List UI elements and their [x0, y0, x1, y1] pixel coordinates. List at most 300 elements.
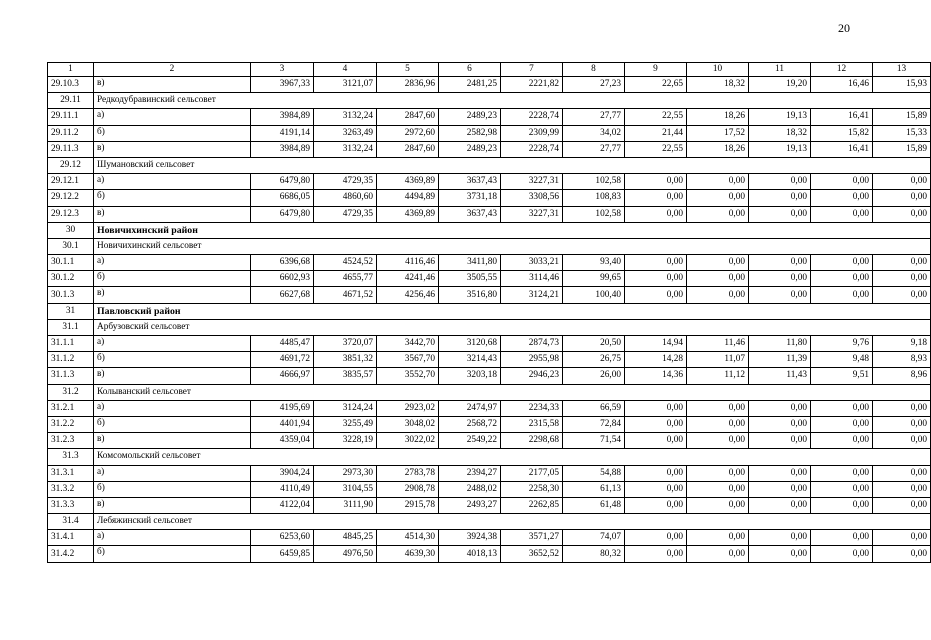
value-cell: 4018,13 — [439, 546, 501, 562]
value-cell: 27,23 — [563, 77, 625, 93]
value-cell: 80,32 — [563, 546, 625, 562]
value-cell: 0,00 — [625, 530, 687, 546]
row-variant: в) — [94, 141, 251, 157]
value-cell: 19,20 — [749, 77, 811, 93]
value-cell: 0,00 — [749, 174, 811, 190]
row-code: 31.2.3 — [48, 433, 94, 449]
value-cell: 3227,31 — [501, 206, 563, 222]
row-code: 29.12.2 — [48, 190, 94, 206]
page-number: 20 — [838, 21, 850, 35]
value-cell: 0,00 — [811, 400, 873, 416]
value-cell: 8,96 — [873, 368, 931, 384]
value-cell: 4485,47 — [251, 336, 314, 352]
value-cell: 0,00 — [873, 174, 931, 190]
value-cell: 0,00 — [873, 287, 931, 303]
value-cell: 2955,98 — [501, 352, 563, 368]
value-cell: 34,02 — [563, 125, 625, 141]
value-cell: 61,48 — [563, 497, 625, 513]
value-cell: 3552,70 — [377, 368, 439, 384]
value-cell: 0,00 — [873, 481, 931, 497]
row-variant: а) — [94, 174, 251, 190]
council-title: Комсомольский сельсовет — [94, 449, 931, 465]
value-cell: 0,00 — [687, 287, 749, 303]
value-cell: 6253,60 — [251, 530, 314, 546]
value-cell: 15,33 — [873, 125, 931, 141]
value-cell: 26,75 — [563, 352, 625, 368]
council-title: Шумановский сельсовет — [94, 157, 931, 173]
value-cell: 0,00 — [873, 206, 931, 222]
value-cell: 3720,07 — [314, 336, 377, 352]
value-cell: 66,59 — [563, 400, 625, 416]
value-cell: 4494,89 — [377, 190, 439, 206]
value-cell: 99,65 — [563, 271, 625, 287]
row-code: 31.4.1 — [48, 530, 94, 546]
value-cell: 2923,02 — [377, 400, 439, 416]
value-cell: 4729,35 — [314, 206, 377, 222]
value-cell: 4110,49 — [251, 481, 314, 497]
value-cell: 14,36 — [625, 368, 687, 384]
value-cell: 4655,77 — [314, 271, 377, 287]
column-header: 3 — [251, 63, 314, 77]
row-variant: в) — [94, 77, 251, 93]
value-cell: 0,00 — [625, 465, 687, 481]
value-cell: 2836,96 — [377, 77, 439, 93]
column-header: 5 — [377, 63, 439, 77]
value-cell: 0,00 — [811, 271, 873, 287]
value-cell: 0,00 — [687, 190, 749, 206]
table-row — [48, 497, 931, 513]
value-cell: 3904,24 — [251, 465, 314, 481]
row-code: 31.1.2 — [48, 352, 94, 368]
row-variant: б) — [94, 125, 251, 141]
row-code: 31.2.2 — [48, 416, 94, 432]
table-row — [48, 190, 931, 206]
council-title: Арбузовский сельсовет — [94, 319, 931, 335]
value-cell: 15,89 — [873, 141, 931, 157]
row-variant: а) — [94, 465, 251, 481]
value-cell: 3111,90 — [314, 497, 377, 513]
district-title: Новичихинский район — [94, 222, 931, 238]
value-cell: 0,00 — [749, 255, 811, 271]
value-cell: 27,77 — [563, 141, 625, 157]
value-cell: 6686,05 — [251, 190, 314, 206]
tariff-table — [47, 62, 931, 563]
value-cell: 0,00 — [625, 271, 687, 287]
value-cell: 4195,69 — [251, 400, 314, 416]
value-cell: 3505,55 — [439, 271, 501, 287]
value-cell: 2228,74 — [501, 141, 563, 157]
value-cell: 0,00 — [687, 206, 749, 222]
value-cell: 102,58 — [563, 206, 625, 222]
value-cell: 0,00 — [625, 174, 687, 190]
value-cell: 26,00 — [563, 368, 625, 384]
table-row — [48, 400, 931, 416]
value-cell: 4729,35 — [314, 174, 377, 190]
value-cell: 93,40 — [563, 255, 625, 271]
value-cell: 3104,55 — [314, 481, 377, 497]
value-cell: 4691,72 — [251, 352, 314, 368]
column-header: 4 — [314, 63, 377, 77]
value-cell: 2972,60 — [377, 125, 439, 141]
value-cell: 0,00 — [811, 497, 873, 513]
value-cell: 4116,46 — [377, 255, 439, 271]
value-cell: 9,18 — [873, 336, 931, 352]
value-cell: 16,46 — [811, 77, 873, 93]
value-cell: 0,00 — [811, 287, 873, 303]
district-title: Павловский район — [94, 303, 931, 319]
row-code: 31.4.2 — [48, 546, 94, 562]
value-cell: 3924,38 — [439, 530, 501, 546]
row-code: 30 — [48, 222, 94, 238]
value-cell: 11,39 — [749, 352, 811, 368]
value-cell: 3121,07 — [314, 77, 377, 93]
value-cell: 3567,70 — [377, 352, 439, 368]
value-cell: 0,00 — [625, 255, 687, 271]
council-row — [48, 319, 931, 335]
table-row — [48, 546, 931, 562]
value-cell: 17,52 — [687, 125, 749, 141]
value-cell: 0,00 — [811, 174, 873, 190]
row-code: 30.1 — [48, 238, 94, 254]
value-cell: 74,07 — [563, 530, 625, 546]
column-header: 12 — [811, 63, 873, 77]
value-cell: 0,00 — [873, 433, 931, 449]
value-cell: 0,00 — [625, 433, 687, 449]
table-row — [48, 465, 931, 481]
value-cell: 0,00 — [811, 206, 873, 222]
row-variant: а) — [94, 530, 251, 546]
value-cell: 18,32 — [749, 125, 811, 141]
value-cell: 0,00 — [749, 481, 811, 497]
value-cell: 0,00 — [749, 206, 811, 222]
value-cell: 3132,24 — [314, 141, 377, 157]
table-row — [48, 255, 931, 271]
value-cell: 4639,30 — [377, 546, 439, 562]
column-header: 10 — [687, 63, 749, 77]
column-header: 11 — [749, 63, 811, 77]
value-cell: 4524,52 — [314, 255, 377, 271]
value-cell: 0,00 — [625, 481, 687, 497]
row-code: 29.10.3 — [48, 77, 94, 93]
value-cell: 3033,21 — [501, 255, 563, 271]
value-cell: 19,13 — [749, 141, 811, 157]
value-cell: 2394,27 — [439, 465, 501, 481]
row-variant: б) — [94, 416, 251, 432]
value-cell: 4369,89 — [377, 174, 439, 190]
column-header: 6 — [439, 63, 501, 77]
table-row — [48, 141, 931, 157]
row-code: 30.1.3 — [48, 287, 94, 303]
value-cell: 0,00 — [811, 481, 873, 497]
council-row — [48, 93, 931, 109]
row-variant: а) — [94, 336, 251, 352]
value-cell: 20,50 — [563, 336, 625, 352]
value-cell: 2582,98 — [439, 125, 501, 141]
value-cell: 22,55 — [625, 141, 687, 157]
council-row — [48, 157, 931, 173]
value-cell: 3637,43 — [439, 174, 501, 190]
value-cell: 4514,30 — [377, 530, 439, 546]
value-cell: 2315,58 — [501, 416, 563, 432]
row-code: 30.1.2 — [48, 271, 94, 287]
value-cell: 2847,60 — [377, 141, 439, 157]
row-code: 31.1.3 — [48, 368, 94, 384]
table-row — [48, 416, 931, 432]
value-cell: 3835,57 — [314, 368, 377, 384]
value-cell: 0,00 — [625, 546, 687, 562]
value-cell: 3227,31 — [501, 174, 563, 190]
value-cell: 0,00 — [625, 190, 687, 206]
value-cell: 0,00 — [749, 433, 811, 449]
value-cell: 14,28 — [625, 352, 687, 368]
value-cell: 6479,80 — [251, 206, 314, 222]
row-variant: в) — [94, 433, 251, 449]
value-cell: 15,82 — [811, 125, 873, 141]
value-cell: 0,00 — [749, 271, 811, 287]
value-cell: 0,00 — [873, 400, 931, 416]
value-cell: 3984,89 — [251, 109, 314, 125]
value-cell: 0,00 — [811, 530, 873, 546]
value-cell: 0,00 — [687, 271, 749, 287]
value-cell: 0,00 — [749, 546, 811, 562]
table-row — [48, 368, 931, 384]
row-variant: б) — [94, 481, 251, 497]
row-code: 30.1.1 — [48, 255, 94, 271]
council-title: Колыванский сельсовет — [94, 384, 931, 400]
value-cell: 3114,46 — [501, 271, 563, 287]
value-cell: 3132,24 — [314, 109, 377, 125]
value-cell: 0,00 — [687, 174, 749, 190]
value-cell: 11,07 — [687, 352, 749, 368]
council-row — [48, 449, 931, 465]
value-cell: 0,00 — [687, 497, 749, 513]
value-cell: 3652,52 — [501, 546, 563, 562]
value-cell: 0,00 — [625, 400, 687, 416]
value-cell: 2568,72 — [439, 416, 501, 432]
value-cell: 3255,49 — [314, 416, 377, 432]
value-cell: 0,00 — [811, 190, 873, 206]
table-row — [48, 287, 931, 303]
row-code: 29.11 — [48, 93, 94, 109]
value-cell: 2549,22 — [439, 433, 501, 449]
value-cell: 0,00 — [749, 190, 811, 206]
value-cell: 18,26 — [687, 109, 749, 125]
council-row — [48, 514, 931, 530]
value-cell: 3124,24 — [314, 400, 377, 416]
value-cell: 2489,23 — [439, 109, 501, 125]
row-variant: в) — [94, 497, 251, 513]
value-cell: 3984,89 — [251, 141, 314, 157]
value-cell: 19,13 — [749, 109, 811, 125]
value-cell: 0,00 — [749, 530, 811, 546]
council-row — [48, 384, 931, 400]
value-cell: 0,00 — [687, 416, 749, 432]
row-variant: в) — [94, 206, 251, 222]
value-cell: 16,41 — [811, 141, 873, 157]
value-cell: 3851,32 — [314, 352, 377, 368]
value-cell: 72,84 — [563, 416, 625, 432]
council-title: Редкодубравинский сельсовет — [94, 93, 931, 109]
value-cell: 2221,82 — [501, 77, 563, 93]
value-cell: 2488,02 — [439, 481, 501, 497]
value-cell: 4191,14 — [251, 125, 314, 141]
value-cell: 4976,50 — [314, 546, 377, 562]
value-cell: 6479,80 — [251, 174, 314, 190]
value-cell: 18,32 — [687, 77, 749, 93]
value-cell: 4401,94 — [251, 416, 314, 432]
value-cell: 3731,18 — [439, 190, 501, 206]
value-cell: 16,41 — [811, 109, 873, 125]
row-code: 29.11.2 — [48, 125, 94, 141]
district-row — [48, 222, 931, 238]
value-cell: 11,80 — [749, 336, 811, 352]
value-cell: 3203,18 — [439, 368, 501, 384]
value-cell: 61,13 — [563, 481, 625, 497]
value-cell: 3214,43 — [439, 352, 501, 368]
value-cell: 3637,43 — [439, 206, 501, 222]
value-cell: 3442,70 — [377, 336, 439, 352]
district-row — [48, 303, 931, 319]
row-code: 29.11.1 — [48, 109, 94, 125]
value-cell: 2489,23 — [439, 141, 501, 157]
table-row — [48, 206, 931, 222]
value-cell: 11,12 — [687, 368, 749, 384]
column-header: 8 — [563, 63, 625, 77]
value-cell: 3411,80 — [439, 255, 501, 271]
table-row — [48, 336, 931, 352]
value-cell: 2474,97 — [439, 400, 501, 416]
row-variant: б) — [94, 190, 251, 206]
value-cell: 0,00 — [811, 255, 873, 271]
row-code: 29.12.1 — [48, 174, 94, 190]
value-cell: 3516,80 — [439, 287, 501, 303]
table-row — [48, 125, 931, 141]
column-header: 9 — [625, 63, 687, 77]
value-cell: 3124,21 — [501, 287, 563, 303]
value-cell: 0,00 — [749, 465, 811, 481]
value-cell: 0,00 — [873, 271, 931, 287]
value-cell: 9,51 — [811, 368, 873, 384]
value-cell: 0,00 — [687, 255, 749, 271]
row-variant: в) — [94, 287, 251, 303]
value-cell: 0,00 — [749, 497, 811, 513]
row-variant: в) — [94, 368, 251, 384]
value-cell: 6602,93 — [251, 271, 314, 287]
column-header: 7 — [501, 63, 563, 77]
value-cell: 0,00 — [873, 530, 931, 546]
value-cell: 9,76 — [811, 336, 873, 352]
table-row — [48, 109, 931, 125]
value-cell: 0,00 — [625, 416, 687, 432]
value-cell: 2234,33 — [501, 400, 563, 416]
row-code: 31.2.1 — [48, 400, 94, 416]
value-cell: 2973,30 — [314, 465, 377, 481]
value-cell: 0,00 — [811, 416, 873, 432]
value-cell: 0,00 — [687, 481, 749, 497]
value-cell: 4860,60 — [314, 190, 377, 206]
row-code: 31.1.1 — [48, 336, 94, 352]
council-row — [48, 238, 931, 254]
value-cell: 22,65 — [625, 77, 687, 93]
value-cell: 27,77 — [563, 109, 625, 125]
value-cell: 0,00 — [873, 465, 931, 481]
value-cell: 4241,46 — [377, 271, 439, 287]
value-cell: 3263,49 — [314, 125, 377, 141]
row-code: 31 — [48, 303, 94, 319]
column-header: 13 — [873, 63, 931, 77]
value-cell: 2258,30 — [501, 481, 563, 497]
value-cell: 2847,60 — [377, 109, 439, 125]
value-cell: 3120,68 — [439, 336, 501, 352]
value-cell: 2493,27 — [439, 497, 501, 513]
value-cell: 3967,33 — [251, 77, 314, 93]
table-row — [48, 530, 931, 546]
value-cell: 9,48 — [811, 352, 873, 368]
value-cell: 6396,68 — [251, 255, 314, 271]
table-row — [48, 481, 931, 497]
value-cell: 11,43 — [749, 368, 811, 384]
row-variant: а) — [94, 109, 251, 125]
value-cell: 8,93 — [873, 352, 931, 368]
value-cell: 0,00 — [811, 546, 873, 562]
row-code: 31.3 — [48, 449, 94, 465]
row-code: 31.4 — [48, 514, 94, 530]
value-cell: 4369,89 — [377, 206, 439, 222]
value-cell: 3048,02 — [377, 416, 439, 432]
value-cell: 108,83 — [563, 190, 625, 206]
value-cell: 0,00 — [749, 400, 811, 416]
value-cell: 0,00 — [687, 400, 749, 416]
table-row — [48, 174, 931, 190]
value-cell: 0,00 — [687, 546, 749, 562]
value-cell: 3308,56 — [501, 190, 563, 206]
value-cell: 4359,04 — [251, 433, 314, 449]
value-cell: 0,00 — [749, 287, 811, 303]
row-variant: б) — [94, 352, 251, 368]
value-cell: 54,88 — [563, 465, 625, 481]
row-variant: а) — [94, 255, 251, 271]
value-cell: 3571,27 — [501, 530, 563, 546]
value-cell: 4666,97 — [251, 368, 314, 384]
value-cell: 6459,85 — [251, 546, 314, 562]
row-code: 29.12 — [48, 157, 94, 173]
value-cell: 100,40 — [563, 287, 625, 303]
value-cell: 0,00 — [811, 465, 873, 481]
row-code: 31.2 — [48, 384, 94, 400]
value-cell: 4671,52 — [314, 287, 377, 303]
row-code: 31.3.1 — [48, 465, 94, 481]
column-header: 1 — [48, 63, 94, 77]
row-code: 31.1 — [48, 319, 94, 335]
value-cell: 15,89 — [873, 109, 931, 125]
column-header: 2 — [94, 63, 251, 77]
value-cell: 4845,25 — [314, 530, 377, 546]
table-row — [48, 433, 931, 449]
council-title: Лебяжинский сельсовет — [94, 514, 931, 530]
value-cell: 2309,99 — [501, 125, 563, 141]
value-cell: 2481,25 — [439, 77, 501, 93]
table-row — [48, 77, 931, 93]
value-cell: 2874,73 — [501, 336, 563, 352]
row-variant: б) — [94, 271, 251, 287]
value-cell: 0,00 — [625, 497, 687, 513]
value-cell: 0,00 — [687, 433, 749, 449]
value-cell: 11,46 — [687, 336, 749, 352]
value-cell: 0,00 — [873, 546, 931, 562]
value-cell: 0,00 — [873, 416, 931, 432]
value-cell: 0,00 — [873, 255, 931, 271]
value-cell: 2946,23 — [501, 368, 563, 384]
